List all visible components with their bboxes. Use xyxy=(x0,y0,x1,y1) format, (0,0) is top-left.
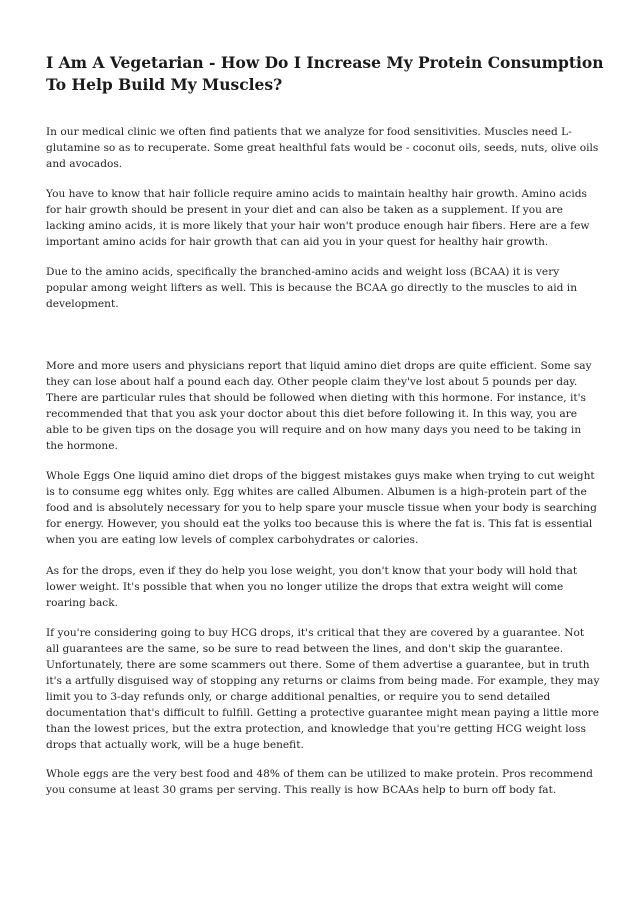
paragraph-liquid-amino-drops: More and more users and physicians report that liquid amino diet drops are quite efficient. Some say they can lose about half a pound each day. Other people claim they've lost about 5 pounds per day. There are particular rules that should be followed when dieting with this hormone. For instance, it's recommended that that you ask your doctor about this diet before following it. In this way, you are able to be given tips on the dosage you will require and on how many days you need to be taking in the hormone. xyxy=(46,360,592,452)
paragraph-whole-eggs: Whole Eggs One liquid amino diet drops of the biggest mistakes guys make when trying to cut weight is to consume egg whites only. Egg whites are called Albumen. Albumen is a high-protein part of the food and is absolutely necessary for you to help spare your muscle tissue when your body is searching for energy. However, you should eat the yolks too because this is where the fat is. This fat is essential when you are eating low levels of complex carbohydrates or calories. xyxy=(46,470,597,546)
paragraph-hair-amino-acids: You have to know that hair follicle require amino acids to maintain healthy hair growth. Amino acids for hair growth should be present in your diet and can also be taken as a supplement. If you are lacking amino acids, it is more likely that your hair won't produce enough hair fibers. Here are a few important amino acids for hair growth that can aid you in your quest for healthy hair growth. xyxy=(46,188,590,248)
document-title: I Am A Vegetarian - How Do I Increase My Protein Consumption To Help Build My Muscles? xyxy=(46,53,604,94)
paragraph-drops-weight: As for the drops, even if they do help you lose weight, you don't know that your body will hold that lower weight. It's possible that when you no longer utilize the drops that extra weight will come roaring back. xyxy=(46,565,578,609)
paragraph-eggs-protein: Whole eggs are the very best food and 48% of them can be utilized to make protein. Pros recommend you consume at least 30 grams per serving. This really is how BCAAs help to burn off body fat. xyxy=(46,768,593,796)
paragraph-bcaa: Due to the amino acids, specifically the branched-amino acids and weight loss (BCAA) it is very popular among weight lifters as well. This is because the BCAA go directly to the muscles to aid in development. xyxy=(46,266,578,310)
paragraph-hcg-guarantee: If you're considering going to buy HCG drops, it's critical that they are covered by a guarantee. Not all guarantees are the same, so be sure to read between the lines, and don't skip the guarantee. Unfortunately, there are some scammers out there. Some of them advertise a guarantee, but in truth it's a artfully disguised way of stopping any returns or claims from being made. For example, they may limit you to 3-day refunds only, or charge additional penalties, or require you to send detailed documentation that's difficult to fulfill. Getting a protective guarantee might mean paying a little more than the lowest prices, but the extra protection, and knowledge that you're getting HCG weight loss drops that actually work, will be a huge benefit. xyxy=(46,627,600,751)
paragraph-clinic-intro: In our medical clinic we often find patients that we analyze for food sensitivities. Muscles need L-glutamine so as to recuperate. Some great healthful fats would be - coconut oils, seeds, nuts, olive oils and avocados. xyxy=(46,126,599,170)
